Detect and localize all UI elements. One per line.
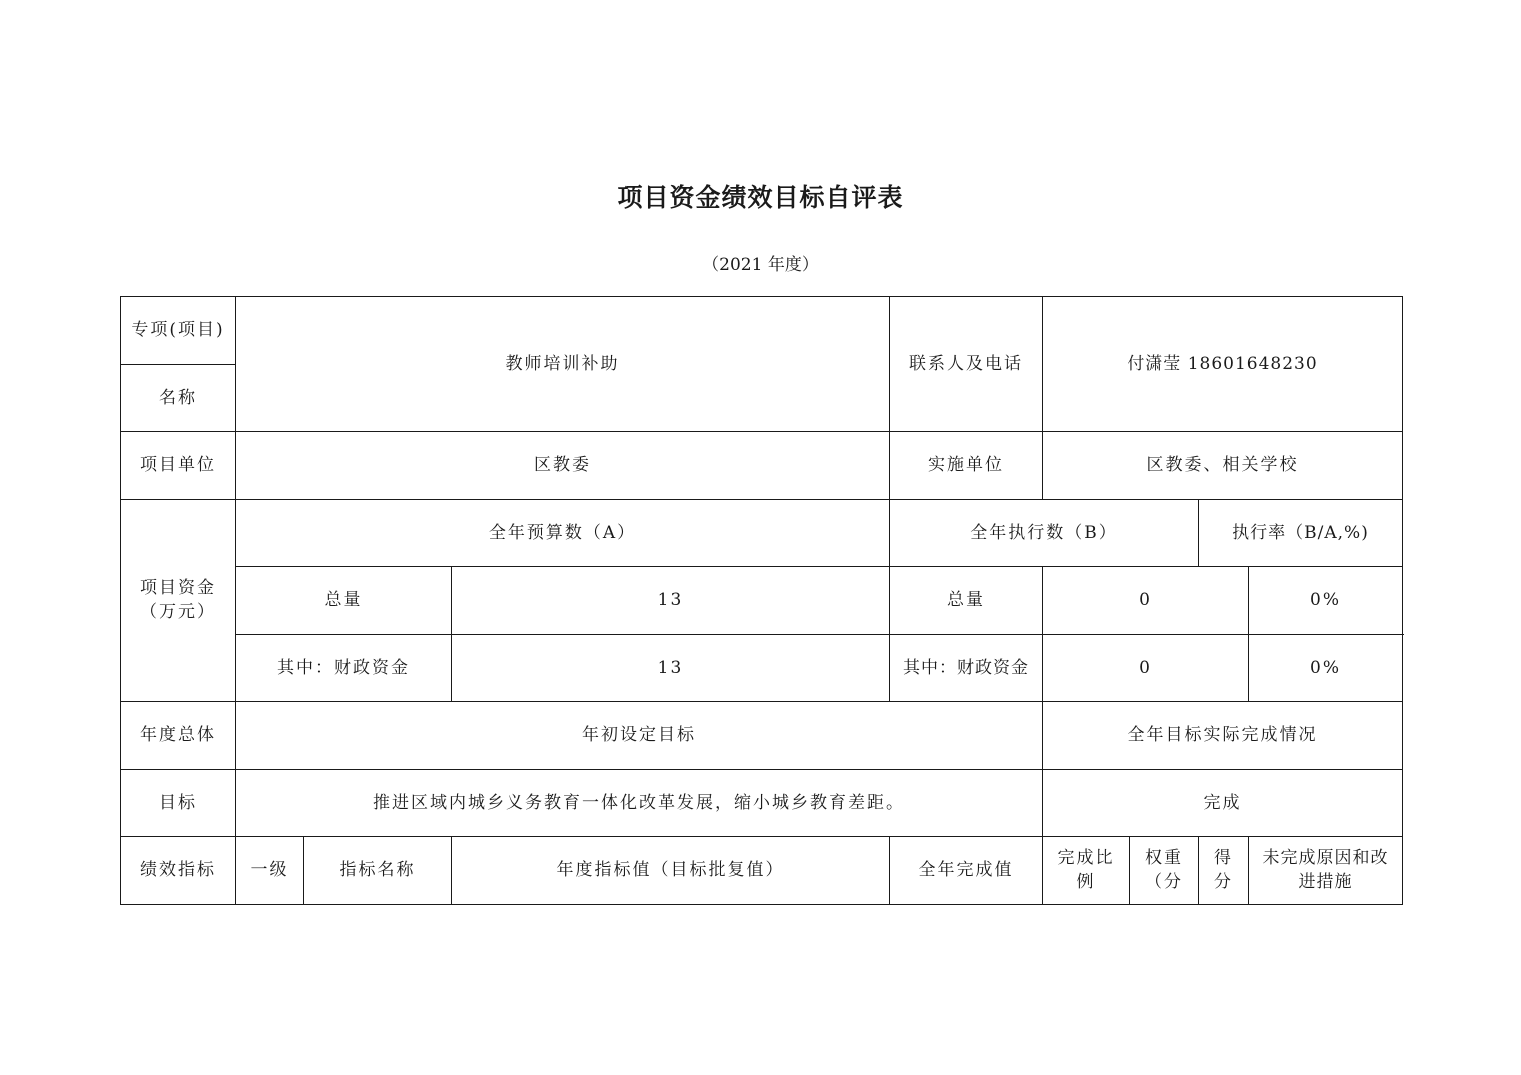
weight-header: [1130, 837, 1199, 905]
total-execution-value: 0: [1043, 567, 1249, 635]
indicator-name-header: 指标名称: [304, 837, 452, 905]
fiscal-execution-value: 0: [1043, 634, 1249, 702]
completion-ratio-line2: 例: [1076, 872, 1096, 893]
project-name-value: 教师培训补助: [236, 297, 890, 432]
project-name-label-line1: 专项(项目): [121, 297, 236, 365]
actual-completion-value: 完成: [1043, 769, 1403, 837]
project-funds-label: [121, 499, 236, 702]
funds-fiscal-row: [121, 634, 1403, 702]
weight-line2: （分: [1145, 872, 1183, 893]
annual-goal-label-line1: 年度总体: [121, 702, 236, 770]
completion-ratio-line1: 完成比: [1057, 848, 1115, 869]
indicator-header-row: [121, 837, 1403, 905]
project-funds-label-line1: 项目资金: [140, 578, 216, 599]
annual-completed-value-header: 全年完成值: [890, 837, 1043, 905]
document-title: 项目资金绩效目标自评表: [617, 183, 904, 212]
total-budget-value: 13: [452, 567, 890, 635]
fiscal-execution-label: 其中：财政资金: [890, 634, 1043, 702]
score-line2: 分: [1214, 872, 1233, 893]
project-unit-row: [121, 432, 1403, 500]
initial-goal-header: 年初设定目标: [236, 702, 1043, 770]
performance-indicator-label: 绩效指标: [121, 837, 236, 905]
score-line1: 得: [1214, 848, 1233, 869]
incomplete-reason-line1: 未完成原因和改: [1262, 848, 1389, 869]
actual-completion-header: 全年目标实际完成情况: [1043, 702, 1403, 770]
self-evaluation-table: [120, 296, 1403, 905]
annual-execution-header: 全年执行数（B）: [890, 499, 1199, 567]
contact-value: 付潇莹 18601648230: [1043, 297, 1403, 432]
implementing-unit-label: 实施单位: [890, 432, 1043, 500]
total-execution-label: 总量: [890, 567, 1043, 635]
contact-label: 联系人及电话: [890, 297, 1043, 432]
completion-ratio-header: [1043, 837, 1130, 905]
implementing-unit-value: 区教委、相关学校: [1043, 432, 1403, 500]
document-year: （2021 年度）: [702, 255, 819, 275]
project-name-row-1: [121, 297, 1403, 365]
total-budget-label: 总量: [236, 567, 452, 635]
funds-total-row: [121, 567, 1403, 635]
total-execution-rate: 0%: [1249, 567, 1403, 635]
goal-header-row: [121, 702, 1403, 770]
annual-indicator-value-header: 年度指标值（目标批复值）: [452, 837, 890, 905]
score-header: [1199, 837, 1249, 905]
fiscal-budget-label: 其中：财政资金: [236, 634, 452, 702]
execution-rate-header: 执行率（B/A,%): [1199, 499, 1403, 567]
project-name-label-line2: 名称: [121, 364, 236, 432]
incomplete-reason-line2: 进措施: [1298, 872, 1353, 893]
goal-value-row: [121, 769, 1403, 837]
weight-line1: 权重: [1145, 848, 1183, 869]
initial-goal-value: 推进区域内城乡义务教育一体化改革发展，缩小城乡教育差距。: [236, 769, 1043, 837]
indicator-level-header: 一级: [236, 837, 304, 905]
fiscal-budget-value: 13: [452, 634, 890, 702]
annual-budget-header: 全年预算数（A）: [236, 499, 890, 567]
funds-header-row: [121, 499, 1403, 567]
project-unit-value: 区教委: [236, 432, 890, 500]
project-unit-label: 项目单位: [121, 432, 236, 500]
incomplete-reason-header: [1249, 837, 1403, 905]
project-funds-label-line2: （万元）: [140, 602, 216, 623]
fiscal-execution-rate: 0%: [1249, 634, 1403, 702]
annual-goal-label-line2: 目标: [121, 769, 236, 837]
